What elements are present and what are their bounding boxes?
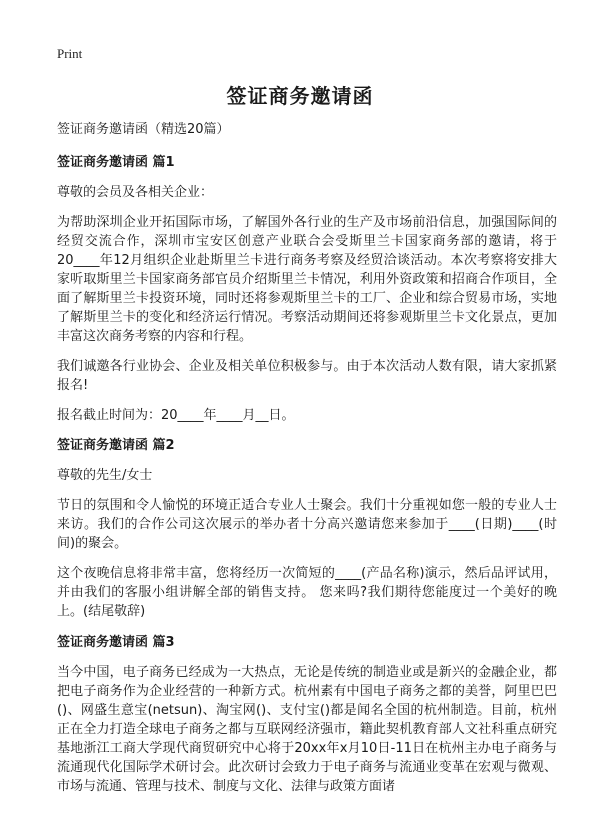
print-link[interactable]: Print xyxy=(57,46,83,61)
body-paragraph: 为帮助深圳企业开拓国际市场，了解国外各行业的生产及市场前沿信息，加强国际间的经贸交流合作，深圳市宝安区创意产业联合会受斯里兰卡国家商务部的邀请，将于20____年12月组织企业赴斯里兰卡进行商务考察及经贸洽谈活动。本次考察将安排大家听取斯里兰卡国家商务部官员介绍斯里兰卡情况，利用外资政策和招商合作项目，全面了解斯里兰卡投资环境，同时还将参观斯里兰卡的工厂、企业和综合贸易市场，实地了解斯里兰卡的变化和经济运行情况。考察活动期间还将参观斯里兰卡文化景点，更加丰富这次商务考察的内容和行程。 xyxy=(57,215,557,344)
body-paragraph: 这个夜晚信息将非常丰富，您将经历一次简短的____(产品名称)演示，然后品评试用，并由我们的客服小组讲解全部的销售支持。 您来吗?我们期待您能度过一个美好的晚上。(结尾敬辞) xyxy=(57,566,557,619)
page-title: 签证商务邀请函 xyxy=(226,84,374,108)
section-heading: 签证商务邀请函 篇3 xyxy=(57,635,175,650)
document-subtitle: 签证商务邀请函（精选20篇） xyxy=(57,122,230,137)
salutation: 尊敬的会员及各相关企业： xyxy=(57,185,214,200)
deadline-paragraph: 报名截止时间为：20____年____月__日。 xyxy=(57,408,295,423)
section-2 xyxy=(57,436,557,621)
salutation: 尊敬的先生/女士 xyxy=(57,468,153,483)
section-heading: 签证商务邀请函 篇1 xyxy=(57,155,175,170)
section-3 xyxy=(57,633,557,796)
body-paragraph: 我们诚邀各行业协会、企业及相关单位积极参与。由于本次活动人数有限，请大家抓紧报名! xyxy=(57,359,557,393)
section-1 xyxy=(57,153,557,425)
body-paragraph: 当今中国，电子商务已经成为一大热点，无论是传统的制造业或是新兴的金融企业，都把电子商务作为企业经营的一种新方式。杭州素有中国电子商务之都的美誉，阿里巴巴()、网盛生意宝(netsun)、淘宝网()、支付宝()都是闻名全国的杭州制造。目前，杭州正在全力打造全球电子商务之都与互联网经济强市，籍此契机教育部人文社科重点研究基地浙江工商大学现代商贸研究中心将于20xx年x月10日-11日在杭州主办电子商务与流通现代化国际学术研讨会。此次研讨会致力于电子商务与流通业变革在宏观与微观、市场与流通、管理与技术、制度与文化、法律与政策方面诸 xyxy=(57,665,557,794)
section-heading: 签证商务邀请函 篇2 xyxy=(57,438,175,453)
document-body xyxy=(57,120,557,807)
body-paragraph: 节日的氛围和令人愉悦的环境正适合专业人士聚会。我们十分重视如您一般的专业人士来访。我们的合作公司这次展示的举办者十分高兴邀请您来参加于____(日期)____(时间)的聚会。 xyxy=(57,498,557,551)
